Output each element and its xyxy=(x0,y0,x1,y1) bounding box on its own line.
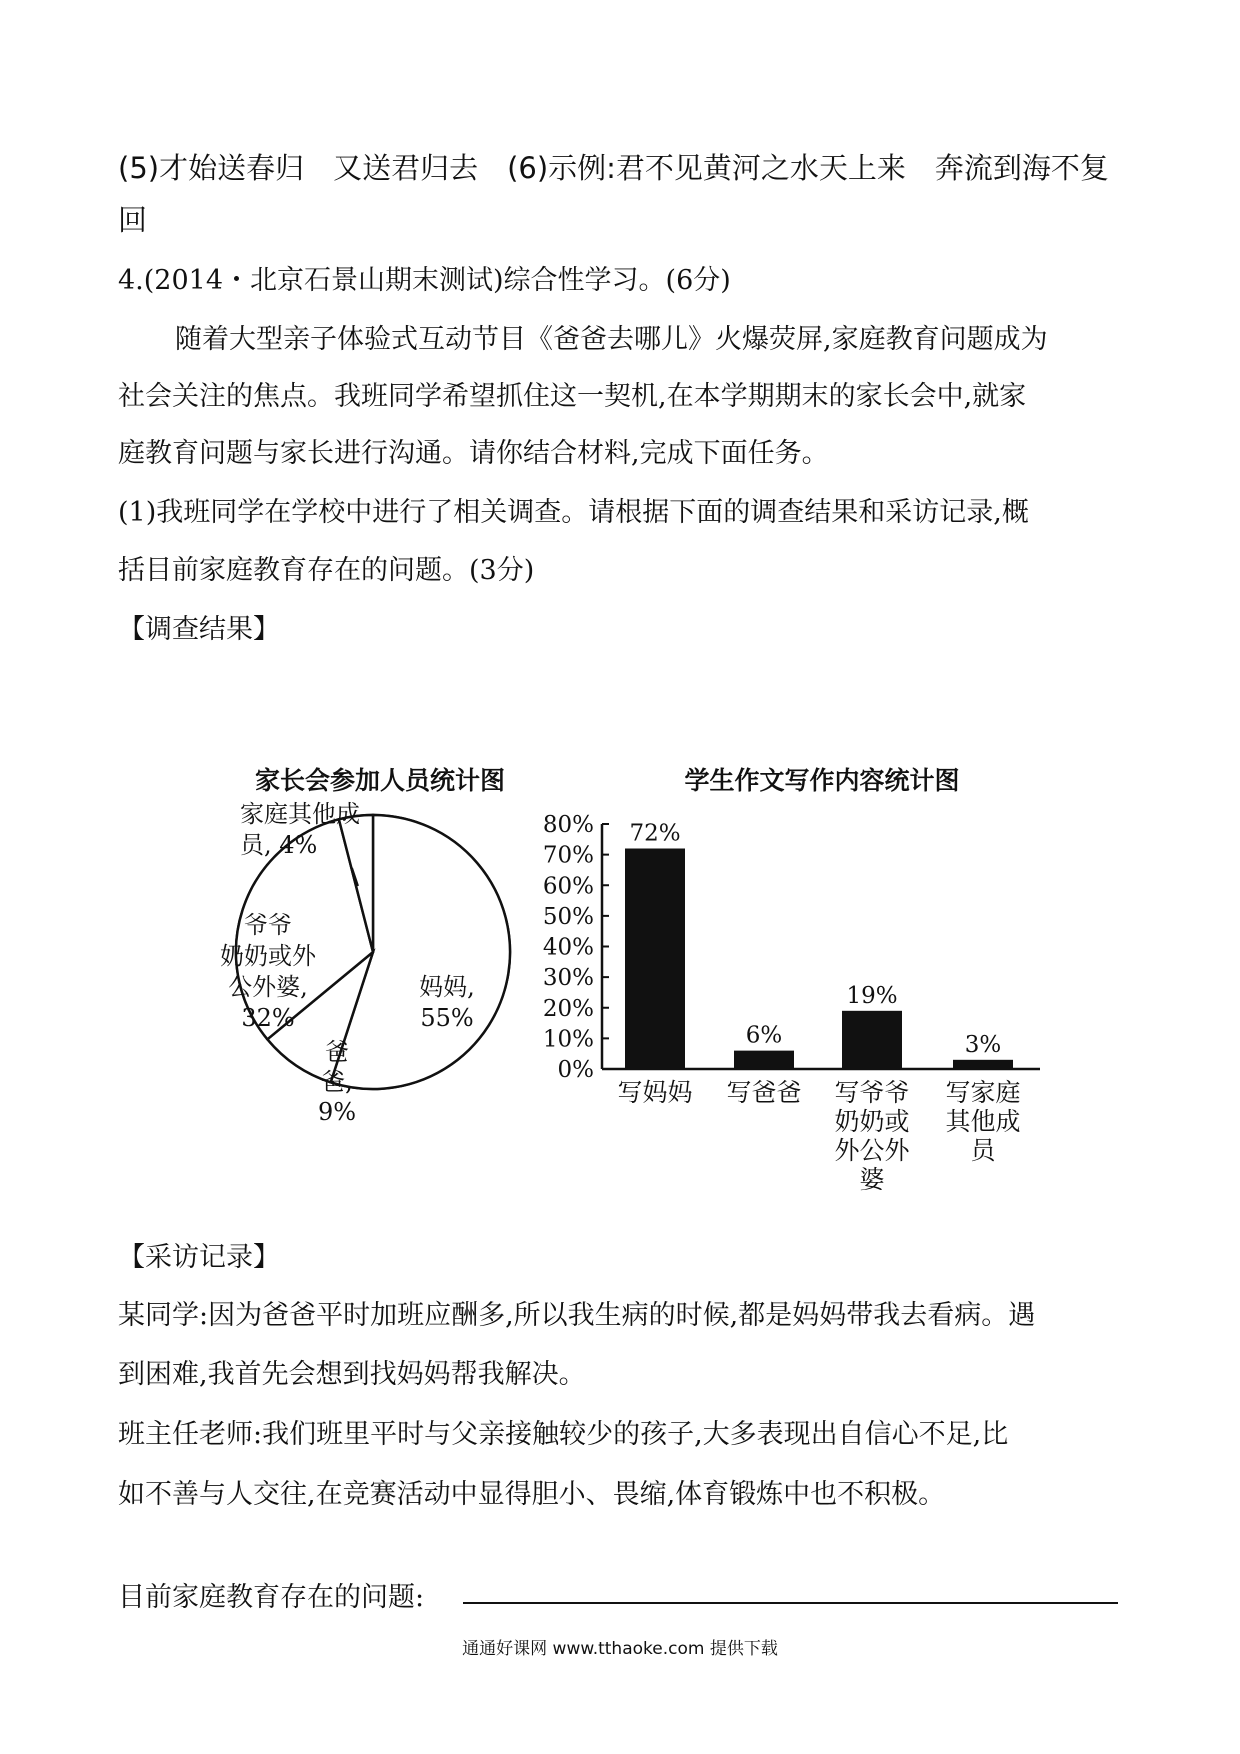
interview-heading: 【采访记录】 xyxy=(118,1242,280,1273)
answer-line-2: 回 xyxy=(118,203,148,237)
pie-label-3: 员, 4% xyxy=(240,831,318,859)
y-tick-label: 70% xyxy=(542,842,594,869)
paragraph-line: 庭教育问题与家长进行沟通。请你结合材料,完成下面任务。 xyxy=(118,438,829,469)
pie-label-2: 奶奶或外 xyxy=(220,942,316,970)
pie-label-1: 9% xyxy=(317,1098,357,1126)
bar-chart-title: 学生作文写作内容统计图 xyxy=(684,766,960,795)
answer-blank-line[interactable] xyxy=(463,1602,1118,1604)
pie-label-3: 家庭其他成 xyxy=(240,800,360,828)
bar-1 xyxy=(734,1051,794,1069)
x-category-label: 写爸爸 xyxy=(726,1078,802,1107)
x-category-label: 写爷爷 xyxy=(834,1078,910,1107)
pie-label-2: 32% xyxy=(241,1004,295,1032)
pie-label-2: 爷爷 xyxy=(244,911,292,939)
x-category-label: 写家庭 xyxy=(945,1078,1021,1107)
x-category-label: 其他成 xyxy=(945,1107,1021,1136)
pie-label-1: 爸 xyxy=(325,1038,349,1066)
subquestion-line: (1)我班同学在学校中进行了相关调查。请根据下面的调查结果和采访记录,概 xyxy=(118,497,1029,528)
bar-value-label: 19% xyxy=(846,982,898,1009)
bar-chart xyxy=(543,812,1040,1194)
y-tick-label: 80% xyxy=(542,812,594,838)
survey-results-heading: 【调查结果】 xyxy=(118,614,280,645)
pie-label-2: 公外婆, xyxy=(228,973,308,1001)
bar-0 xyxy=(625,849,685,1070)
y-tick-label: 60% xyxy=(542,873,594,900)
pie-label-0: 妈妈, xyxy=(419,973,475,1001)
interview-line: 到困难,我首先会想到找妈妈帮我解决。 xyxy=(118,1359,586,1390)
y-tick-label: 0% xyxy=(557,1057,594,1083)
question-heading: 4.(2014・北京石景山期末测试)综合性学习。(6分) xyxy=(118,265,731,296)
y-tick-label: 50% xyxy=(542,903,594,930)
bar-2 xyxy=(842,1011,902,1069)
interview-line: 某同学:因为爸爸平时加班应酬多,所以我生病的时候,都是妈妈带我去看病。遇 xyxy=(118,1300,1036,1331)
pie-label-0: 55% xyxy=(420,1004,474,1032)
bar-3 xyxy=(953,1060,1013,1069)
paragraph-line: 社会关注的焦点。我班同学希望抓住这一契机,在本学期期末的家长会中,就家 xyxy=(118,381,1027,412)
y-tick-label: 30% xyxy=(542,965,594,992)
pie-chart-title: 家长会参加人员统计图 xyxy=(254,766,506,795)
page-footer: 通通好课网 www.tthaoke.com 提供下载 xyxy=(462,1639,778,1659)
pie-label-1: 爸, xyxy=(321,1068,353,1096)
y-tick-label: 40% xyxy=(542,934,594,961)
bar-value-label: 6% xyxy=(745,1022,783,1049)
x-category-label: 员 xyxy=(970,1136,996,1165)
interview-line: 如不善与人交往,在竞赛活动中显得胆小、畏缩,体育锻炼中也不积极。 xyxy=(118,1479,946,1510)
paragraph-line: 随着大型亲子体验式互动节目《爸爸去哪儿》火爆荧屏,家庭教育问题成为 xyxy=(175,324,1048,355)
bar-value-label: 72% xyxy=(629,820,681,847)
interview-line: 班主任老师:我们班里平时与父亲接触较少的孩子,大多表现出自信心不足,比 xyxy=(118,1419,1009,1450)
subquestion-line: 括目前家庭教育存在的问题。(3分) xyxy=(118,555,535,586)
x-category-label: 外公外 xyxy=(834,1136,910,1165)
y-tick-label: 20% xyxy=(542,995,594,1022)
answer-prompt: 目前家庭教育存在的问题: xyxy=(118,1582,425,1613)
x-category-label: 婆 xyxy=(859,1165,885,1194)
charts-area xyxy=(0,660,1240,1220)
x-category-label: 奶奶或 xyxy=(834,1107,910,1136)
y-tick-label: 10% xyxy=(542,1026,594,1053)
answer-line-1: (5)才始送春归 又送君归去 (6)示例:君不见黄河之水天上来 奔流到海不复 xyxy=(118,151,1109,185)
x-category-label: 写妈妈 xyxy=(617,1078,693,1107)
bar-value-label: 3% xyxy=(964,1031,1002,1058)
